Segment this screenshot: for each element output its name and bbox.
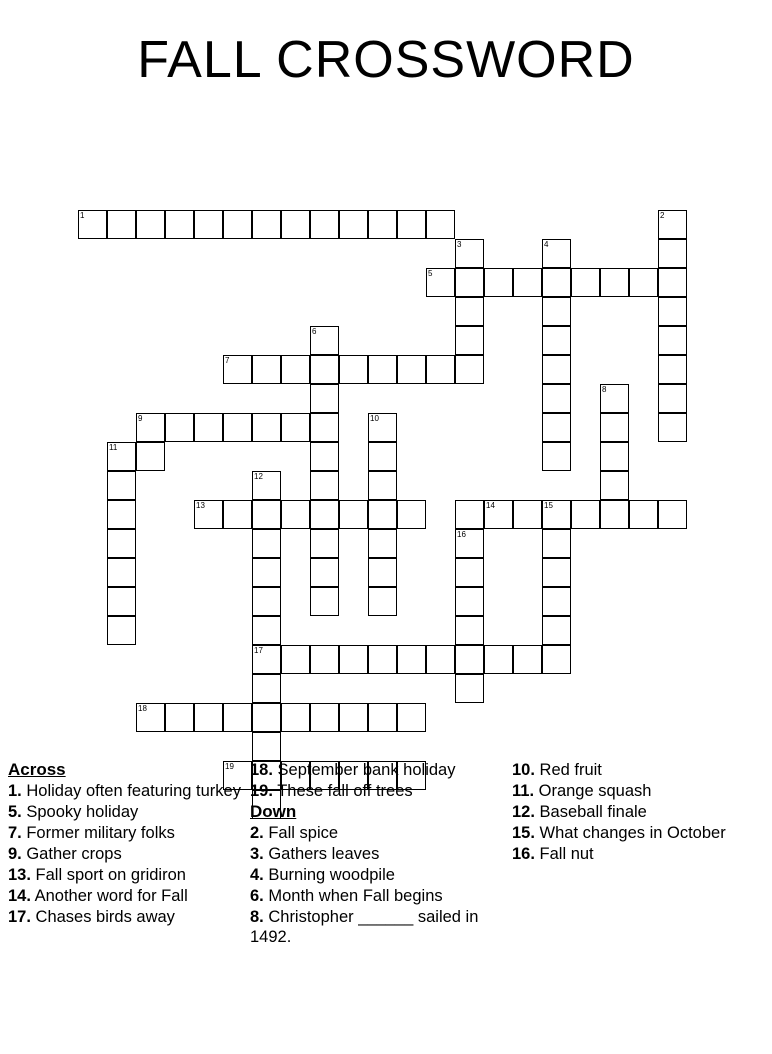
crossword-cell[interactable] [542, 442, 571, 471]
clue-item [250, 886, 500, 906]
crossword-cell[interactable] [252, 616, 281, 645]
cell-number: 11 [109, 443, 118, 452]
crossword-cell[interactable] [542, 587, 571, 616]
clue-number: 18. [250, 761, 273, 779]
clue-item [250, 844, 500, 864]
crossword-cell[interactable] [397, 645, 426, 674]
crossword-cell[interactable] [542, 355, 571, 384]
crossword-cell[interactable] [571, 500, 600, 529]
crossword-cell[interactable] [339, 703, 368, 732]
crossword-cell[interactable] [252, 674, 281, 703]
clue-text: Red fruit [534, 761, 602, 779]
crossword-cell[interactable] [310, 355, 339, 384]
crossword-cell[interactable] [629, 500, 658, 529]
crossword-cell[interactable] [281, 413, 310, 442]
crossword-cell[interactable] [600, 268, 629, 297]
crossword-cell[interactable] [107, 442, 136, 471]
crossword-cell[interactable] [455, 529, 484, 558]
crossword-cell[interactable] [368, 413, 397, 442]
crossword-cell[interactable] [281, 500, 310, 529]
crossword-cell[interactable] [252, 645, 281, 674]
crossword-cell[interactable] [600, 500, 629, 529]
crossword-cell[interactable] [455, 674, 484, 703]
crossword-cell[interactable] [78, 210, 107, 239]
crossword-cell[interactable] [455, 326, 484, 355]
clue-number: 9. [8, 845, 22, 863]
crossword-cell[interactable] [281, 210, 310, 239]
crossword-cell[interactable] [426, 645, 455, 674]
crossword-cell[interactable] [136, 703, 165, 732]
cell-number: 13 [196, 501, 205, 510]
clue-number: 19. [250, 782, 273, 800]
crossword-cell[interactable] [194, 413, 223, 442]
cell-number: 7 [225, 356, 230, 365]
crossword-cell[interactable] [310, 471, 339, 500]
crossword-cell[interactable] [310, 326, 339, 355]
clue-text: Month when Fall begins [263, 887, 443, 905]
crossword-cell[interactable] [223, 703, 252, 732]
clue-number: 5. [8, 803, 22, 821]
clue-number: 16. [512, 845, 535, 863]
crossword-cell[interactable] [368, 471, 397, 500]
crossword-cell[interactable] [542, 616, 571, 645]
clue-item [512, 823, 762, 843]
crossword-cell[interactable] [542, 645, 571, 674]
crossword-cell[interactable] [600, 471, 629, 500]
crossword-cell[interactable] [223, 500, 252, 529]
crossword-cell[interactable] [281, 645, 310, 674]
crossword-cell[interactable] [339, 355, 368, 384]
crossword-cell[interactable] [310, 210, 339, 239]
crossword-cell[interactable] [136, 442, 165, 471]
clue-text: Christopher ______ sailed in 1492. [250, 908, 479, 946]
clue-item [250, 760, 500, 780]
clue-number: 7. [8, 824, 22, 842]
crossword-cell[interactable] [368, 355, 397, 384]
crossword-cell[interactable] [223, 210, 252, 239]
crossword-cell[interactable] [368, 529, 397, 558]
clue-text: Holiday often featuring turkey [21, 782, 241, 800]
crossword-cell[interactable] [252, 355, 281, 384]
crossword-cell[interactable] [542, 558, 571, 587]
crossword-cell[interactable] [658, 384, 687, 413]
crossword-cell[interactable] [455, 558, 484, 587]
crossword-cell[interactable] [252, 210, 281, 239]
crossword-cell[interactable] [397, 703, 426, 732]
crossword-cell[interactable] [223, 413, 252, 442]
clue-item [512, 802, 762, 822]
crossword-cell[interactable] [223, 355, 252, 384]
cell-number: 1 [80, 211, 85, 220]
crossword-cell[interactable] [310, 442, 339, 471]
crossword-cell[interactable] [310, 703, 339, 732]
crossword-cell[interactable] [455, 645, 484, 674]
crossword-cell[interactable] [339, 210, 368, 239]
crossword-cell[interactable] [542, 384, 571, 413]
crossword-cell[interactable] [513, 268, 542, 297]
clue-item [8, 844, 244, 864]
clue-number: 14. [8, 887, 31, 905]
crossword-cell[interactable] [165, 413, 194, 442]
clue-item [250, 865, 500, 885]
crossword-cell[interactable] [252, 413, 281, 442]
crossword-cell[interactable] [310, 587, 339, 616]
clue-item [512, 781, 762, 801]
crossword-cell[interactable] [426, 210, 455, 239]
clue-item [8, 886, 244, 906]
crossword-cell[interactable] [455, 587, 484, 616]
crossword-cell[interactable] [397, 210, 426, 239]
clue-item [512, 760, 762, 780]
clue-item [250, 823, 500, 843]
crossword-cell[interactable] [107, 558, 136, 587]
down-heading: Down [250, 802, 297, 821]
crossword-cell[interactable] [339, 645, 368, 674]
crossword-cell[interactable] [426, 355, 455, 384]
clue-number: 6. [250, 887, 264, 905]
crossword-cell[interactable] [310, 558, 339, 587]
crossword-cell[interactable] [136, 210, 165, 239]
clue-text: Another word for Fall [30, 887, 188, 905]
crossword-cell[interactable] [107, 500, 136, 529]
crossword-cell[interactable] [658, 210, 687, 239]
crossword-cell[interactable] [252, 558, 281, 587]
across-heading: Across [8, 760, 66, 779]
cell-number: 18 [138, 704, 147, 713]
cell-number: 12 [254, 472, 263, 481]
crossword-cell[interactable] [252, 471, 281, 500]
crossword-cell[interactable] [600, 442, 629, 471]
crossword-cell[interactable] [281, 355, 310, 384]
clue-number: 15. [512, 824, 535, 842]
crossword-cell[interactable] [629, 268, 658, 297]
clue-text: Baseball finale [534, 803, 647, 821]
crossword-cell[interactable] [455, 500, 484, 529]
clue-number: 11. [512, 782, 535, 800]
cell-number: 15 [544, 501, 553, 510]
cell-number: 16 [457, 530, 466, 539]
cell-number: 17 [254, 646, 263, 655]
crossword-cell[interactable] [455, 297, 484, 326]
crossword-cell[interactable] [252, 587, 281, 616]
crossword-cell[interactable] [542, 268, 571, 297]
clue-text: What changes in October [534, 824, 726, 842]
crossword-cell[interactable] [658, 268, 687, 297]
clue-text: Fall nut [534, 845, 594, 863]
crossword-cell[interactable] [252, 732, 281, 761]
crossword-cell[interactable] [542, 529, 571, 558]
crossword-cell[interactable] [310, 529, 339, 558]
crossword-cell[interactable] [484, 500, 513, 529]
crossword-cell[interactable] [194, 210, 223, 239]
cell-number: 2 [660, 211, 665, 220]
crossword-cell[interactable] [658, 239, 687, 268]
cell-number: 8 [602, 385, 607, 394]
crossword-cell[interactable] [368, 500, 397, 529]
clue-text: Chases birds away [30, 908, 175, 926]
crossword-cell[interactable] [368, 587, 397, 616]
cell-number: 19 [225, 762, 234, 771]
clue-text: Burning woodpile [263, 866, 395, 884]
clues-column-3 [512, 760, 762, 865]
clue-number: 2. [250, 824, 264, 842]
crossword-cell[interactable] [455, 268, 484, 297]
crossword-cell[interactable] [136, 413, 165, 442]
clue-text: Former military folks [21, 824, 175, 842]
clue-item [8, 823, 244, 843]
clue-number: 3. [250, 845, 264, 863]
crossword-cell[interactable] [368, 210, 397, 239]
crossword-cell[interactable] [252, 703, 281, 732]
crossword-cell[interactable] [165, 703, 194, 732]
crossword-cell[interactable] [107, 587, 136, 616]
crossword-cell[interactable] [397, 355, 426, 384]
clue-number: 1. [8, 782, 22, 800]
cell-number: 3 [457, 240, 462, 249]
page-title: FALL CROSSWORD [137, 31, 635, 89]
clue-text: Gathers leaves [263, 845, 380, 863]
crossword-cell[interactable] [542, 413, 571, 442]
clue-text: Gather crops [21, 845, 122, 863]
crossword-cell[interactable] [455, 616, 484, 645]
crossword-cell[interactable] [455, 355, 484, 384]
crossword-cell[interactable] [513, 645, 542, 674]
crossword-cell[interactable] [426, 268, 455, 297]
clue-item [8, 802, 244, 822]
crossword-cell[interactable] [310, 500, 339, 529]
clue-number: 13. [8, 866, 31, 884]
clues-column-2 [250, 760, 500, 948]
cell-number: 10 [370, 414, 379, 423]
clue-number: 12. [512, 803, 535, 821]
clue-text: Fall spice [263, 824, 339, 842]
crossword-cell[interactable] [368, 442, 397, 471]
cell-number: 6 [312, 327, 317, 336]
crossword-cell[interactable] [368, 558, 397, 587]
cell-number: 14 [486, 501, 495, 510]
cell-number: 5 [428, 269, 433, 278]
crossword-cell[interactable] [455, 239, 484, 268]
crossword-cell[interactable] [310, 384, 339, 413]
crossword-cell[interactable] [484, 645, 513, 674]
clue-text: Fall sport on gridiron [30, 866, 186, 884]
clue-text: Spooky holiday [21, 803, 139, 821]
crossword-cell[interactable] [310, 645, 339, 674]
crossword-cell[interactable] [658, 355, 687, 384]
crossword-cell[interactable] [368, 703, 397, 732]
clue-item [8, 865, 244, 885]
crossword-cell[interactable] [107, 471, 136, 500]
clue-text: These fall off trees [272, 782, 413, 800]
crossword-cell[interactable] [310, 413, 339, 442]
crossword-cell[interactable] [107, 210, 136, 239]
crossword-cell[interactable] [194, 703, 223, 732]
clues-section [0, 760, 772, 1054]
crossword-cell[interactable] [600, 384, 629, 413]
crossword-cell[interactable] [339, 500, 368, 529]
cell-number: 9 [138, 414, 143, 423]
crossword-cell[interactable] [658, 326, 687, 355]
clue-item [8, 907, 244, 927]
clue-item [250, 781, 500, 801]
crossword-cell[interactable] [252, 529, 281, 558]
crossword-cell[interactable] [484, 268, 513, 297]
cell-number: 4 [544, 240, 549, 249]
clue-item [8, 781, 244, 801]
crossword-cell[interactable] [281, 703, 310, 732]
clue-number: 10. [512, 761, 535, 779]
crossword-cell[interactable] [194, 500, 223, 529]
crossword-cell[interactable] [107, 616, 136, 645]
crossword-cell[interactable] [658, 500, 687, 529]
crossword-cell[interactable] [542, 500, 571, 529]
crossword-cell[interactable] [368, 645, 397, 674]
clue-number: 17. [8, 908, 31, 926]
crossword-cell[interactable] [513, 500, 542, 529]
clue-text: Orange squash [534, 782, 652, 800]
crossword-cell[interactable] [600, 413, 629, 442]
crossword-cell[interactable] [165, 210, 194, 239]
crossword-cell[interactable] [542, 239, 571, 268]
crossword-cell[interactable] [542, 297, 571, 326]
clue-number: 4. [250, 866, 264, 884]
crossword-cell[interactable] [571, 268, 600, 297]
crossword-cell[interactable] [252, 500, 281, 529]
clue-number: 8. [250, 908, 264, 926]
crossword-cell[interactable] [107, 529, 136, 558]
clue-text: September bank holiday [272, 761, 456, 779]
clue-item [250, 907, 500, 947]
crossword-cell[interactable] [397, 500, 426, 529]
clues-column-1 [8, 760, 244, 928]
clue-item [512, 844, 762, 864]
crossword-cell[interactable] [658, 297, 687, 326]
crossword-cell[interactable] [658, 413, 687, 442]
crossword-cell[interactable] [542, 326, 571, 355]
